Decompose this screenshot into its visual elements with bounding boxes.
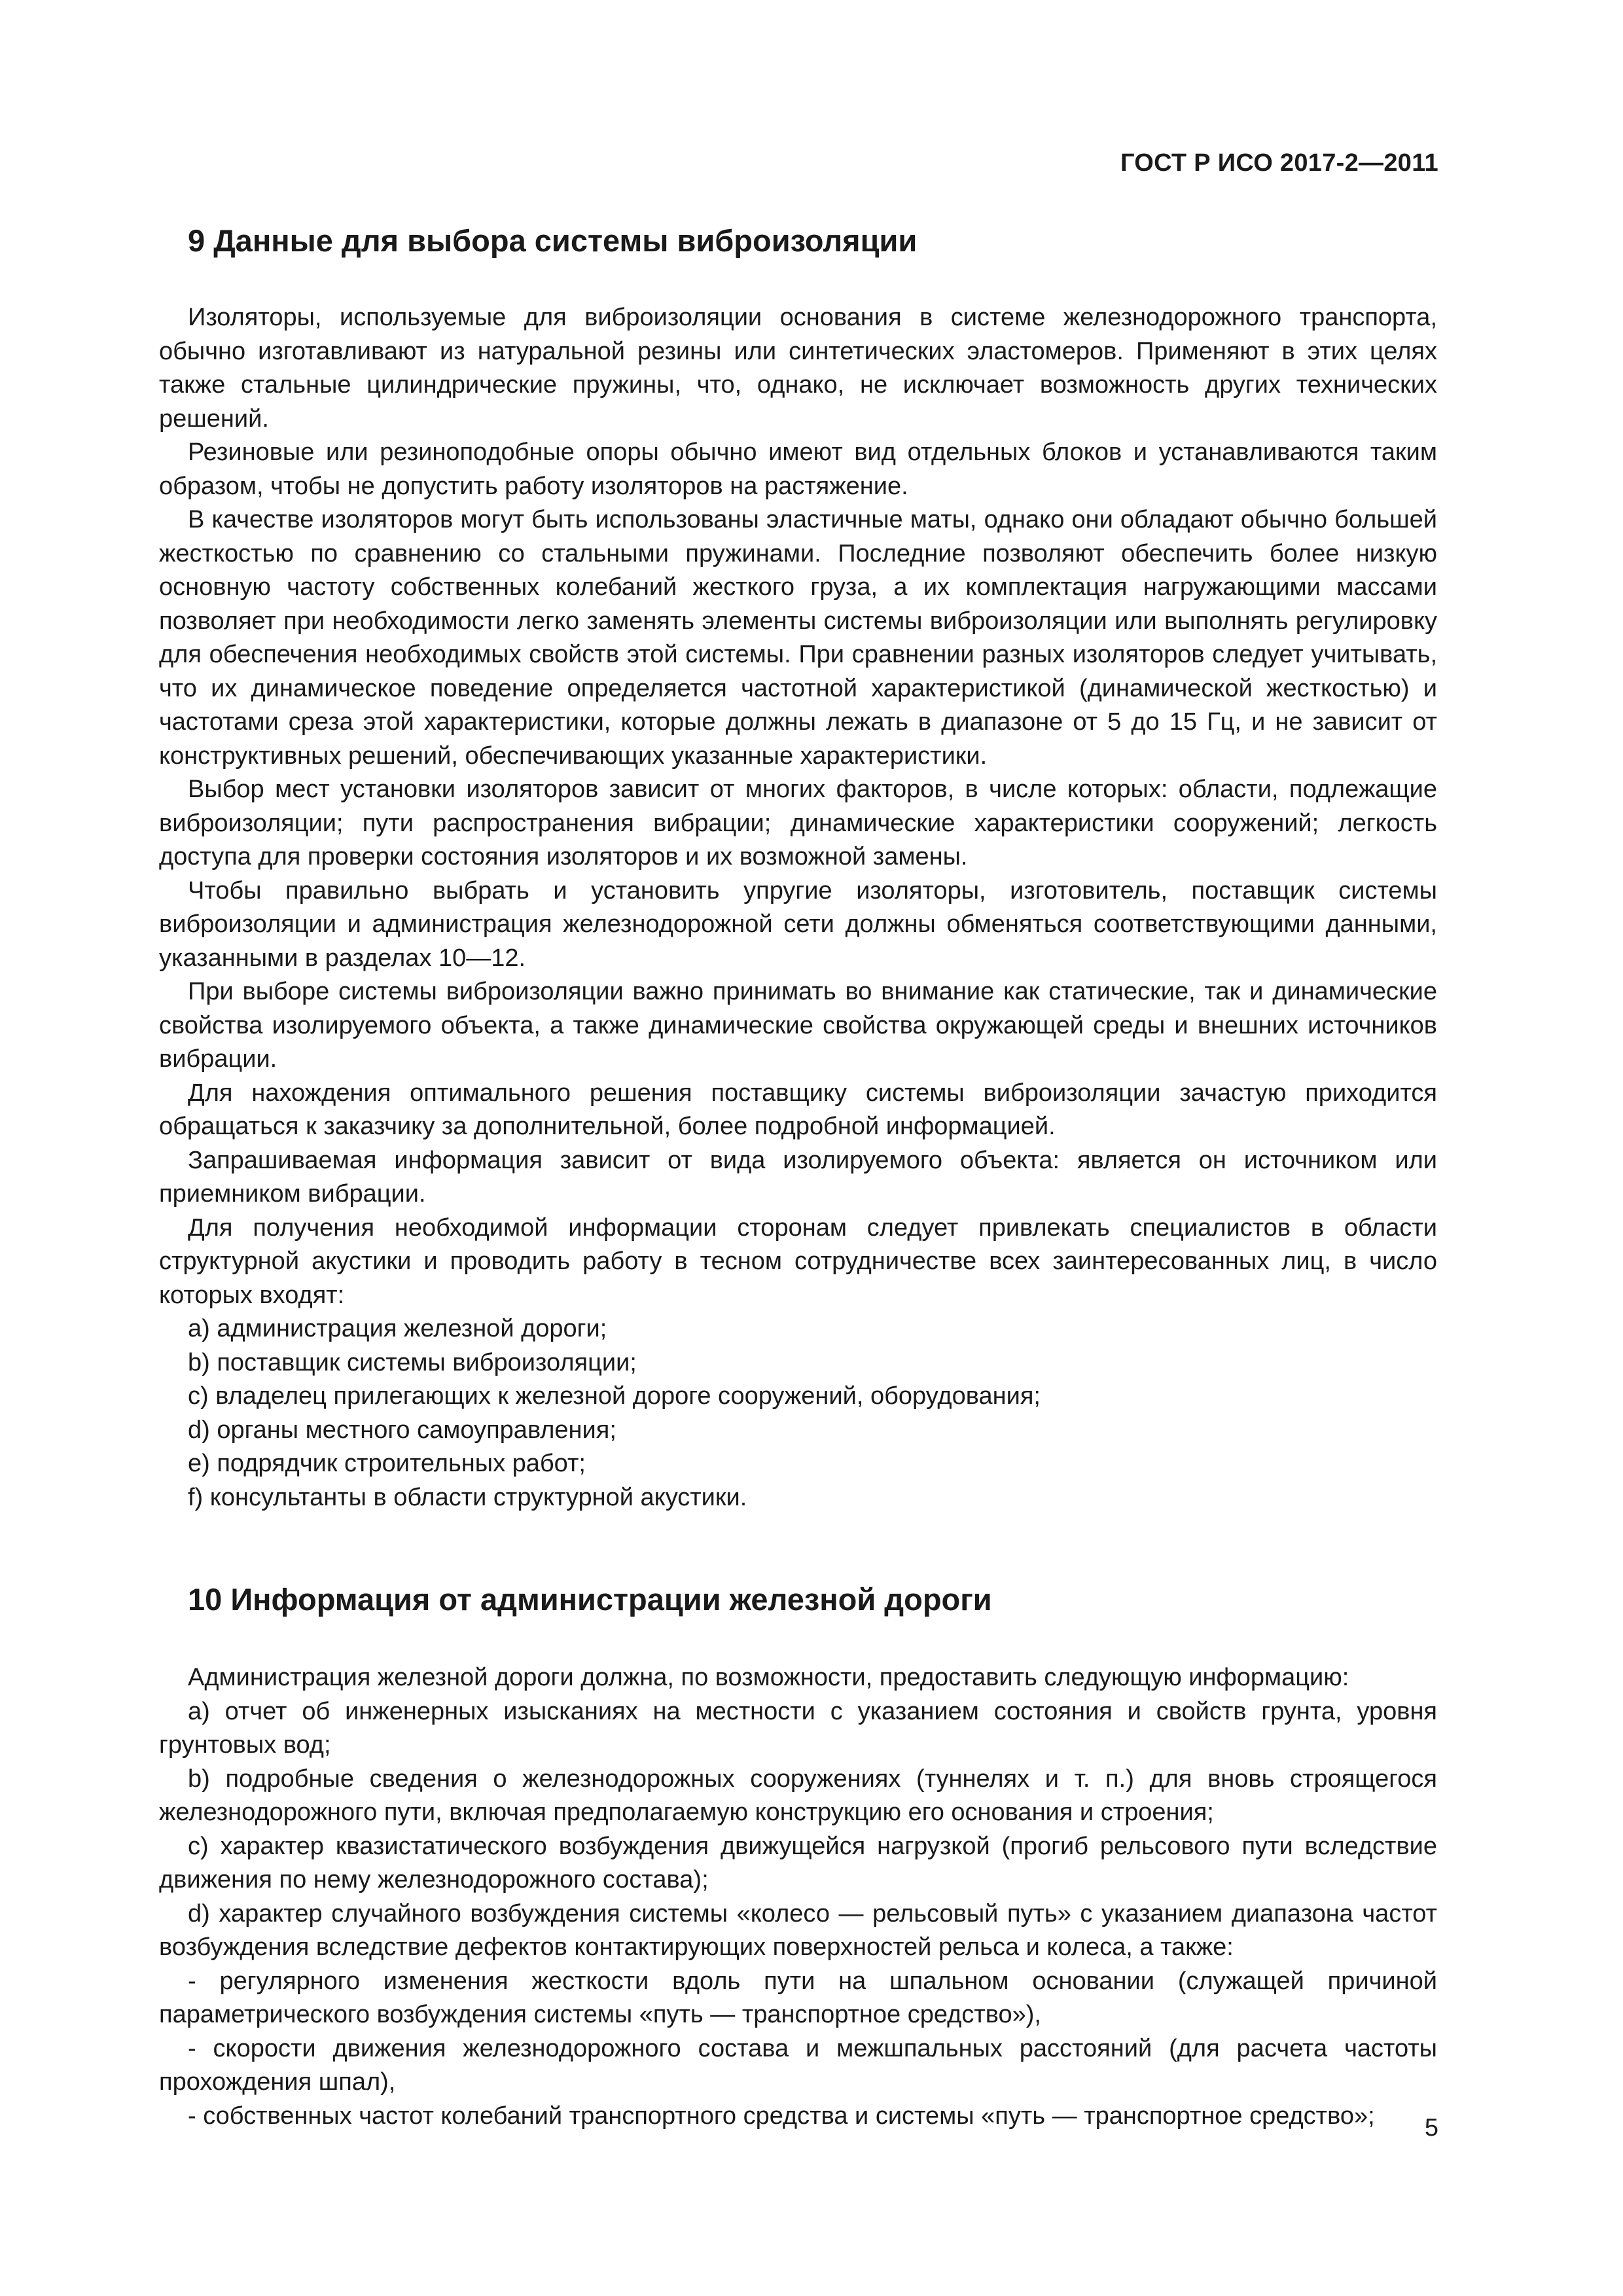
section-10-paragraph: a) отчет об инженерных изысканиях на местности с указанием состояния и свойств грунта, уровня грунтовых вод;: [159, 1697, 1437, 1759]
section-10-paragraph: c) характер квазистатического возбуждения движущейся нагрузкой (прогиб рельсового пути вследствие движения по нему железнодорожного состава);: [159, 1832, 1437, 1893]
section-9-paragraph: Запрашиваемая информация зависит от вида изолируемого объекта: является он источником или приемником вибрации.: [159, 1146, 1437, 1208]
section-10-paragraph: - скорости движения железнодорожного состава и межшпальных расстояний (для расчета частоты прохождения шпал),: [159, 2034, 1437, 2096]
page-content: [159, 221, 1437, 2133]
section-9-title: 9 Данные для выбора системы виброизоляции: [188, 223, 918, 258]
list-item: f) консультанты в области структурной акустики.: [188, 1483, 747, 1511]
section-9-paragraph: Для нахождения оптимального решения поставщику системы виброизоляции зачастую приходится обращаться к заказчику за дополнительной, более подробной информацией.: [159, 1079, 1437, 1140]
section-9-paragraph: Выбор мест установки изоляторов зависит от многих факторов, в числе которых: области, подлежащие виброизоляции; пути распространения вибрации; динамические характеристики сооружений; легкость доступа для проверки состояния изоляторов и их возможной замены.: [159, 776, 1437, 870]
document-code-header: ГОСТ Р ИСО 2017-2—2011: [1120, 149, 1438, 177]
list-item: d) органы местного самоуправления;: [188, 1416, 616, 1444]
section-10-paragraph: d) характер случайного возбуждения системы «колесо — рельсовый путь» с указанием диапазона частот возбуждения вследствие дефектов контактирующих поверхностей рельса и колеса, а также:: [159, 1899, 1437, 1961]
list-item: a) администрация железной дороги;: [188, 1315, 607, 1342]
section-9-paragraph: При выборе системы виброизоляции важно принимать во внимание как статические, так и динамические свойства изолируемого объекта, а также динамические свойства окружающей среды и внешних источников вибрации.: [159, 978, 1437, 1073]
section-9-paragraph: Резиновые или резиноподобные опоры обычно имеют вид отдельных блоков и устанавливаются таким образом, чтобы не допустить работу изоляторов на растяжение.: [159, 439, 1437, 500]
section-9-paragraph: В качестве изоляторов могут быть использованы эластичные маты, однако они обладают обычно большей жесткостью по сравнению со стальными пружинами. Последние позволяют обеспечить более низкую основную частоту собственных колебаний жесткого груза, а их комплектация нагружающими массами позволяет при необходимости легко заменять элементы системы виброизоляции или выполнять регулировку для обеспечения необходимых свойств этой системы. При сравнении разных изоляторов следует учитывать, что их динамическое поведение определяется частотной характеристикой (динамической жесткостью) и частотами среза этой характеристики, которые должны лежать в диапазоне от 5 до 15 Гц, и не зависит от конструктивных решений, обеспечивающих указанные характеристики.: [159, 506, 1437, 770]
section-10-paragraph: - регулярного изменения жесткости вдоль пути на шпальном основании (служащей причиной параметрического возбуждения системы «путь — транспортное средство»),: [159, 1967, 1437, 2028]
section-10-paragraph: b) подробные сведения о железнодорожных сооружениях (туннелях и т. п.) для вновь строящегося железнодорожного пути, включая предполагаемую конструкцию его основания и строения;: [159, 1765, 1437, 1826]
list-item: e) подрядчик строительных работ;: [188, 1450, 586, 1477]
list-item: c) владелец прилегающих к железной дороге сооружений, оборудования;: [188, 1382, 1041, 1410]
section-10-paragraph: - собственных частот колебаний транспортного средства и системы «путь — транспортное средство»;: [188, 2102, 1375, 2130]
page-number: 5: [1424, 2114, 1438, 2142]
section-9-paragraph: Изоляторы, используемые для виброизоляции основания в системе железнодорожного транспорта, обычно изготавливают из натуральной резины или синтетических эластомеров. Применяют в этих целях также стальные цилиндрические пружины, что, однако, не исключает возможность других технических решений.: [159, 304, 1437, 433]
section-9-paragraph: Чтобы правильно выбрать и установить упругие изоляторы, изготовитель, поставщик системы виброизоляции и администрация железнодорожной сети должны обменяться соответствующими данными, указанными в разделах 10—12.: [159, 876, 1437, 972]
section-10-title: 10 Информация от администрации железной дороги: [188, 1582, 992, 1617]
section-10-paragraph: Администрация железной дороги должна, по возможности, предоставить следующую информацию:: [188, 1664, 1349, 1691]
list-item: b) поставщик системы виброизоляции;: [188, 1348, 637, 1376]
section-9-paragraph: Для получения необходимой информации сторонам следует привлекать специалистов в области структурной акустики и проводить работу в тесном сотрудничестве всех заинтересованных лиц, в число которых входят:: [159, 1213, 1437, 1309]
